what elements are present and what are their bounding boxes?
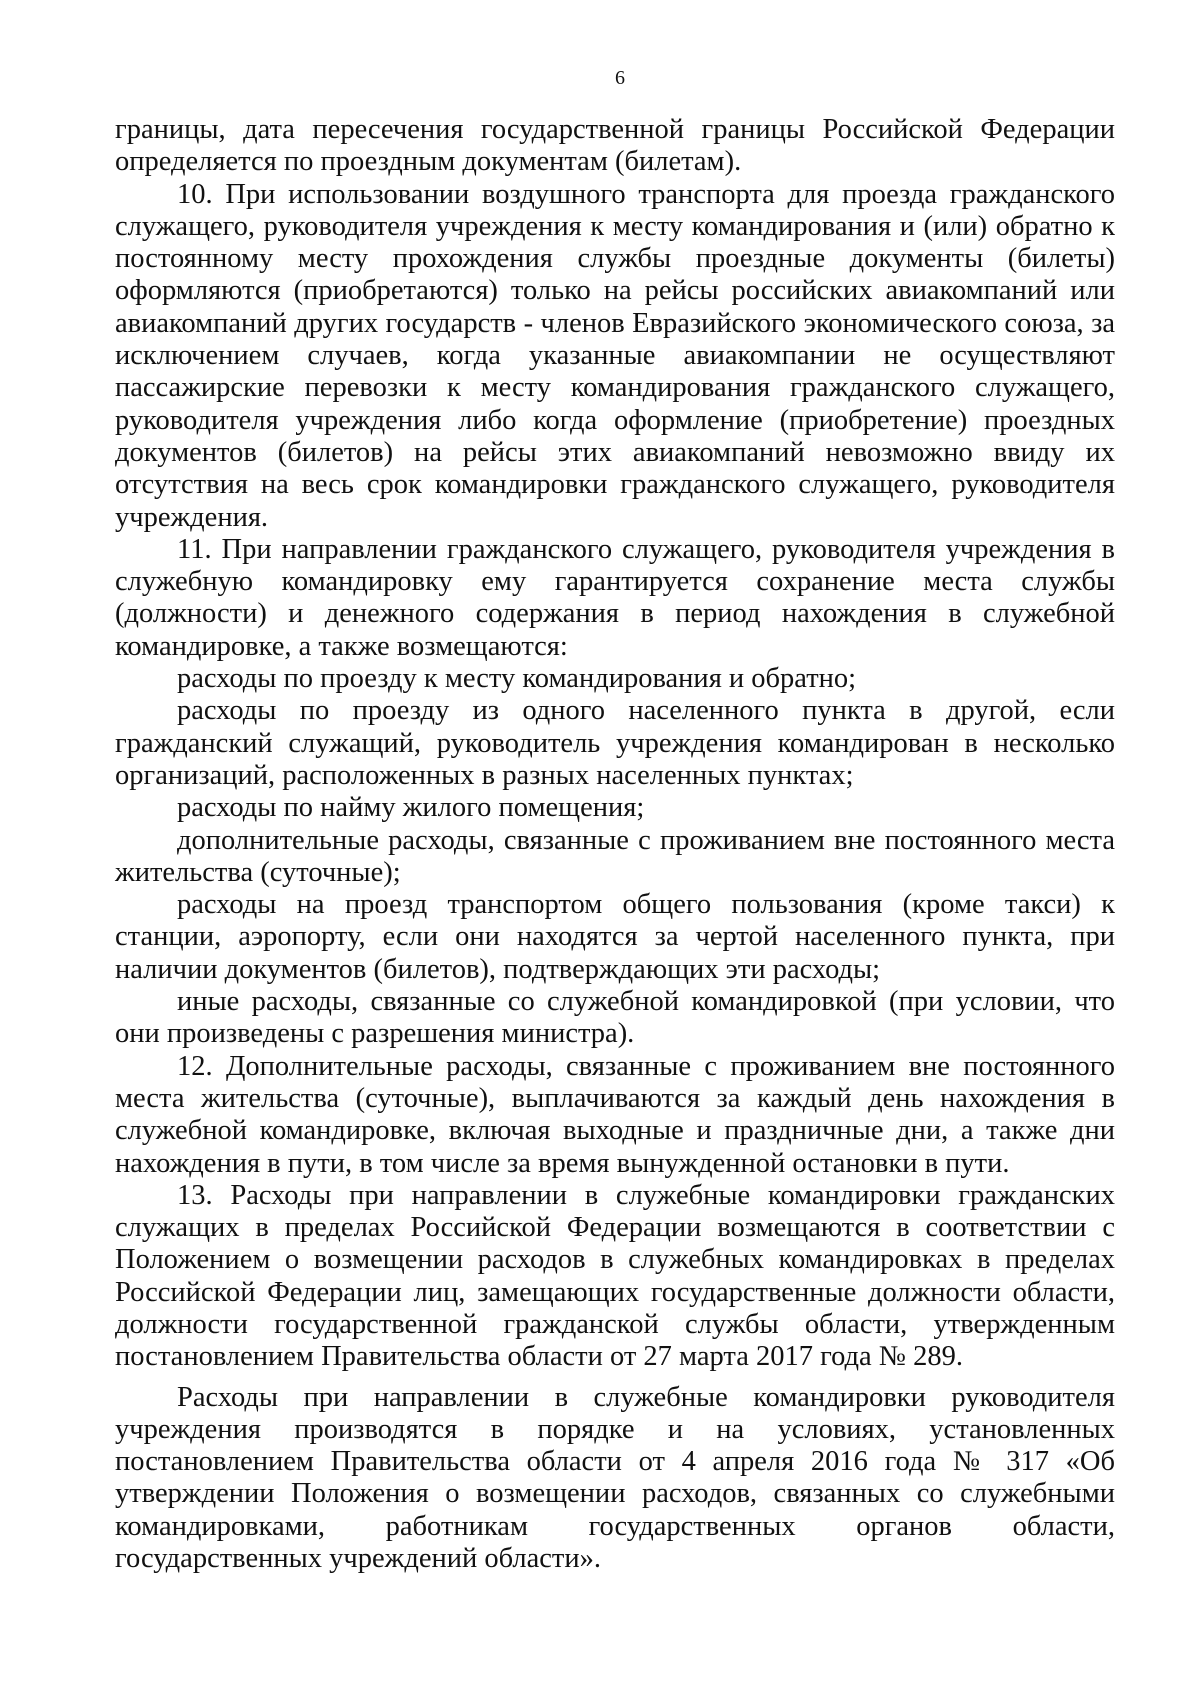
list-item-intercity-travel: расходы по проезду из одного населенного пункта в другой, если гражданский служащий, руководитель учреждения командирован в несколько организаций, расположенных в разных населенных пунктах;: [115, 695, 1115, 791]
paragraph-11-guarantees: 11. При направлении гражданского служащего, руководителя учреждения в служебную командировку ему гарантируется сохранение места службы (должности) и денежного содержания в период нахождения в служебной командировке, а также возмещаются:: [115, 533, 1115, 662]
list-item-per-diem: дополнительные расходы, связанные с проживанием вне постоянного места жительства (суточные);: [115, 824, 1115, 888]
document-body: [115, 114, 1115, 1575]
paragraph-12-per-diem: 12. Дополнительные расходы, связанные с проживанием вне постоянного места жительства (суточные), выплачиваются за каждый день нахождения в служебной командировке, включая выходные и праздничные дни, а также дни нахождения в пути, в том числе за время вынужденной остановки в пути.: [115, 1050, 1115, 1179]
paragraph-head-reimbursement: Расходы при направлении в служебные командировки руководителя учреждения производятся в порядке и на условиях, установленных постановлением Правительства области от 4 апреля 2016 года № 317 «Об утверждении Положения о возмещении расходов, связанных со служебными командировками, работникам государственных органов области, государственных учреждений области».: [115, 1381, 1115, 1575]
page-number: 6: [615, 67, 625, 89]
paragraph-13-reimbursement: 13. Расходы при направлении в служебные командировки гражданских служащих в пределах Российской Федерации возмещаются в соответствии с Положением о возмещении расходов в служебных командировках в пределах Российской Федерации лиц, замещающих государственные должности области, должности государственной гражданской службы области, утвержденным постановлением Правительства области от 27 марта 2017 года № 289.: [115, 1179, 1115, 1373]
paragraph-border-crossing: границы, дата пересечения государственной границы Российской Федерации определяется по проездным документам (билетам).: [115, 114, 1115, 178]
list-item-other-expenses: иные расходы, связанные со служебной командировкой (при условии, что они произведены с разрешения министра).: [115, 986, 1115, 1050]
paragraph-10-air-transport: 10. При использовании воздушного транспорта для проезда гражданского служащего, руководителя учреждения к месту командирования и (или) обратно к постоянному месту прохождения службы проездные документы (билеты) оформляются (приобретаются) только на рейсы российских авиакомпаний или авиакомпаний других государств - членов Евразийского экономического союза, за исключением случаев, когда указанные авиакомпании не осуществляют пассажирские перевозки к месту командирования гражданского служащего, руководителя учреждения либо когда оформление (приобретение) проездных документов (билетов) на рейсы этих авиакомпаний невозможно ввиду их отсутствия на весь срок командировки гражданского служащего, руководителя учреждения.: [115, 178, 1115, 533]
list-item-public-transport: расходы на проезд транспортом общего пользования (кроме такси) к станции, аэропорту, если они находятся за чертой населенного пункта, при наличии документов (билетов), подтверждающих эти расходы;: [115, 889, 1115, 985]
list-item-travel-expenses: расходы по проезду к месту командирования и обратно;: [177, 663, 857, 695]
list-item-housing: расходы по найму жилого помещения;: [177, 792, 645, 824]
